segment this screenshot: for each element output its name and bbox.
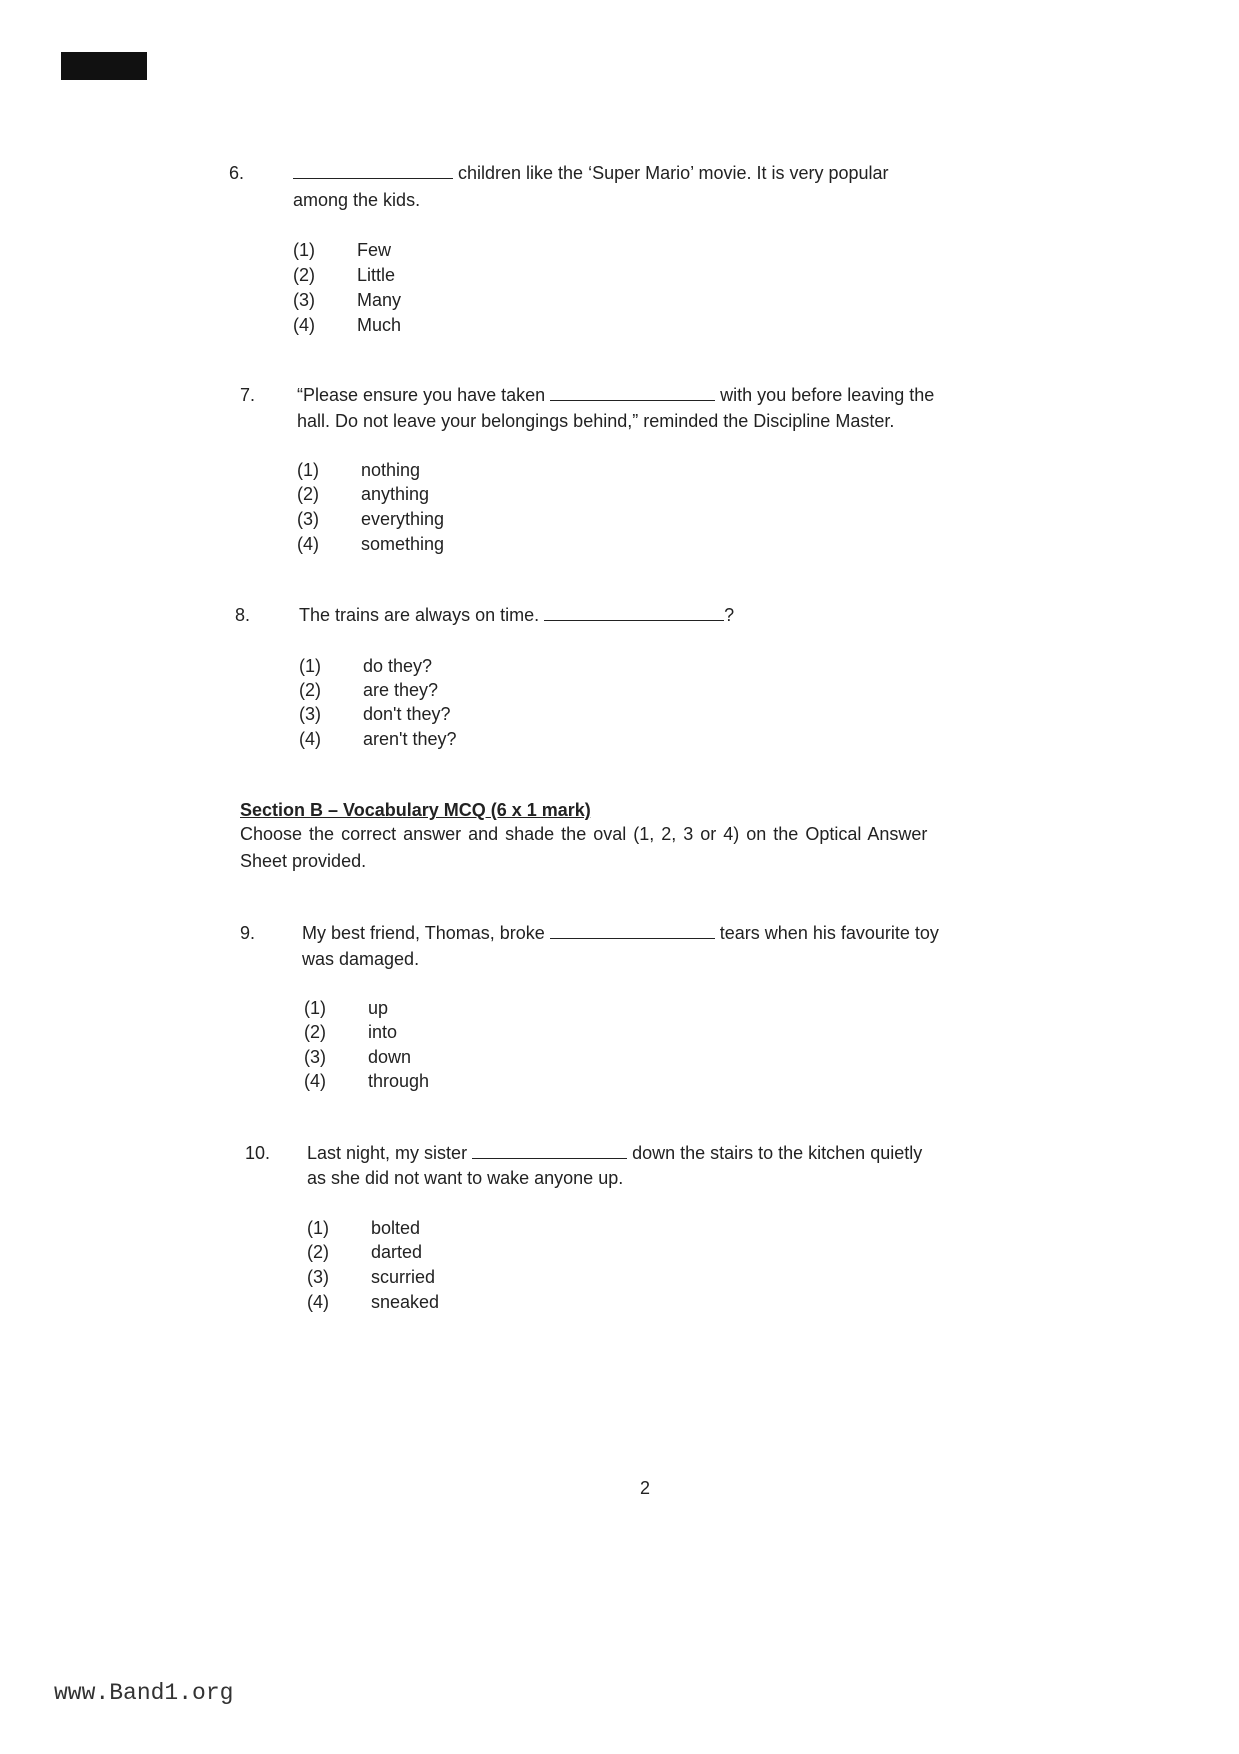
- answer-option: [293, 265, 593, 289]
- question-stem-line2: hall. Do not leave your belongings behind,” reminded the Discipline Master.: [297, 411, 895, 431]
- question-stem-line2: was damaged.: [302, 949, 420, 969]
- option-text: are they?: [363, 680, 439, 700]
- option-text: bolted: [371, 1218, 421, 1238]
- option-text: Little: [357, 265, 396, 285]
- option-text: sneaked: [371, 1292, 440, 1312]
- option-text: through: [368, 1071, 430, 1091]
- option-text: anything: [361, 484, 430, 504]
- option-text: do they?: [363, 656, 433, 676]
- option-text: don't they?: [363, 704, 451, 724]
- stem-after: children like the ‘Super Mario’ movie. It is very popular: [453, 163, 889, 183]
- section-b-instruction-2: Sheet provided.: [240, 851, 367, 871]
- answer-option: [304, 1071, 604, 1095]
- option-number: (2): [293, 265, 315, 285]
- answer-option: [293, 240, 593, 264]
- answer-option: [297, 534, 597, 558]
- answer-option: [299, 656, 599, 680]
- stem-before: Last night, my sister: [307, 1143, 473, 1163]
- option-number: (2): [299, 680, 321, 700]
- option-text: up: [368, 998, 389, 1018]
- stem-before: “Please ensure you have taken: [297, 385, 551, 405]
- answer-blank: [293, 164, 453, 179]
- question-number: 7.: [240, 385, 256, 405]
- option-number: (3): [297, 509, 319, 529]
- option-number: (2): [304, 1022, 326, 1042]
- stem-after: tears when his favourite toy: [714, 923, 939, 943]
- answer-blank: [544, 606, 724, 621]
- redacted-box: [61, 52, 147, 80]
- option-number: (2): [297, 484, 319, 504]
- option-text: down: [368, 1047, 412, 1067]
- answer-option: [297, 509, 597, 533]
- option-number: (3): [293, 290, 315, 310]
- footer-url: www.Band1.org: [54, 1680, 234, 1706]
- answer-blank: [472, 1144, 627, 1159]
- option-text: Much: [357, 315, 402, 335]
- section-b-instruction: Choose the correct answer and shade the oval (1, 2, 3 or 4) on the Optical Answer: [240, 824, 928, 844]
- answer-option: [307, 1267, 607, 1291]
- answer-option: [299, 729, 599, 753]
- stem-after: ?: [724, 605, 735, 625]
- option-text: Many: [357, 290, 402, 310]
- question-number: 6.: [229, 163, 245, 183]
- option-number: (2): [307, 1242, 329, 1262]
- answer-option: [307, 1292, 607, 1316]
- option-number: (1): [299, 656, 321, 676]
- option-number: (4): [297, 534, 319, 554]
- answer-option: [304, 1047, 604, 1071]
- stem-after: with you before leaving the: [715, 385, 935, 405]
- section-b-title: Section B – Vocabulary MCQ (6 x 1 mark): [240, 800, 591, 820]
- question-stem-line2: as she did not want to wake anyone up.: [307, 1168, 624, 1188]
- question-number: 10.: [245, 1143, 271, 1163]
- option-text: aren't they?: [363, 729, 457, 749]
- option-text: darted: [371, 1242, 423, 1262]
- question-number: 8.: [235, 605, 251, 625]
- question-stem-line2: among the kids.: [293, 190, 421, 210]
- page-number: 2: [640, 1478, 651, 1498]
- option-number: (4): [293, 315, 315, 335]
- option-number: (3): [304, 1047, 326, 1067]
- option-text: scurried: [371, 1267, 436, 1287]
- question-stem: [293, 163, 889, 184]
- option-number: (1): [293, 240, 315, 260]
- answer-option: [297, 484, 597, 508]
- question-stem: [302, 923, 939, 944]
- answer-option: [307, 1218, 607, 1242]
- question-stem: [307, 1143, 922, 1164]
- option-text: Few: [357, 240, 392, 260]
- option-text: everything: [361, 509, 445, 529]
- answer-option: [299, 704, 599, 728]
- stem-before: My best friend, Thomas, broke: [302, 923, 550, 943]
- option-number: (3): [299, 704, 321, 724]
- option-text: nothing: [361, 460, 421, 480]
- option-number: (3): [307, 1267, 329, 1287]
- option-number: (4): [299, 729, 321, 749]
- option-text: something: [361, 534, 445, 554]
- stem-before: The trains are always on time.: [299, 605, 545, 625]
- answer-option: [299, 680, 599, 704]
- answer-blank: [550, 924, 715, 939]
- option-number: (1): [297, 460, 319, 480]
- answer-option: [293, 290, 593, 314]
- question-stem: [299, 605, 734, 626]
- answer-option: [304, 1022, 604, 1046]
- option-number: (4): [307, 1292, 329, 1312]
- answer-option: [304, 998, 604, 1022]
- answer-option: [307, 1242, 607, 1266]
- answer-option: [297, 460, 597, 484]
- stem-after: down the stairs to the kitchen quietly: [627, 1143, 923, 1163]
- option-number: (1): [307, 1218, 329, 1238]
- answer-option: [293, 315, 593, 339]
- answer-blank: [550, 386, 715, 401]
- question-stem: [297, 385, 934, 406]
- option-number: (4): [304, 1071, 326, 1091]
- question-number: 9.: [240, 923, 256, 943]
- option-number: (1): [304, 998, 326, 1018]
- option-text: into: [368, 1022, 398, 1042]
